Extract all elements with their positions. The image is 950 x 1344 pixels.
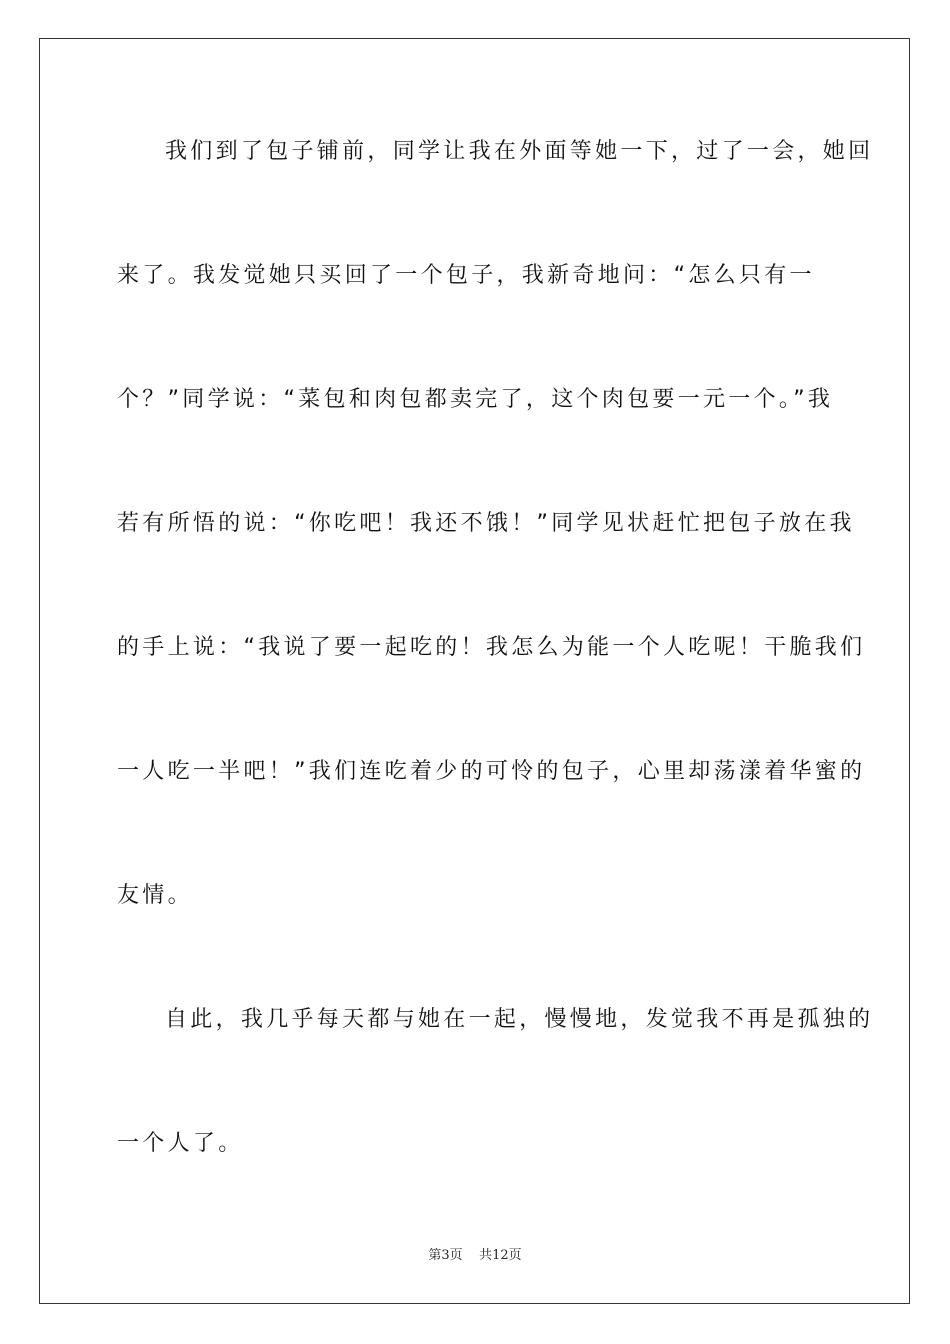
paragraph-line: 我们到了包子铺前，同学让我在外面等她一下，过了一会，她回: [165, 139, 874, 164]
page-number: 第3页: [428, 1248, 463, 1263]
paragraph-line: 一人吃一半吧！”我们连吃着少的可怜的包子，心里却荡漾着华蜜的: [117, 759, 866, 784]
page-frame: [39, 38, 910, 1304]
total-pages: 共12页: [479, 1248, 522, 1263]
paragraph-line: 个？”同学说：“菜包和肉包都卖完了，这个肉包要一元一个。”我: [117, 387, 834, 412]
paragraph-line: 来了。我发觉她只买回了一个包子，我新奇地问：“怎么只有一: [117, 263, 815, 288]
paragraph-line: 的手上说：“我说了要一起吃的！我怎么为能一个人吃呢！干脆我们: [117, 635, 866, 660]
paragraph-line: 一个人了。: [117, 1131, 244, 1156]
paragraph-line: 若有所悟的说：“你吃吧！我还不饿！”同学见状赶忙把包子放在我: [117, 511, 855, 536]
page-footer: [0, 1247, 950, 1265]
paragraph-line: 自此，我几乎每天都与她在一起，慢慢地，发觉我不再是孤独的: [165, 1007, 874, 1032]
paragraph-line: 友情。: [117, 883, 193, 908]
